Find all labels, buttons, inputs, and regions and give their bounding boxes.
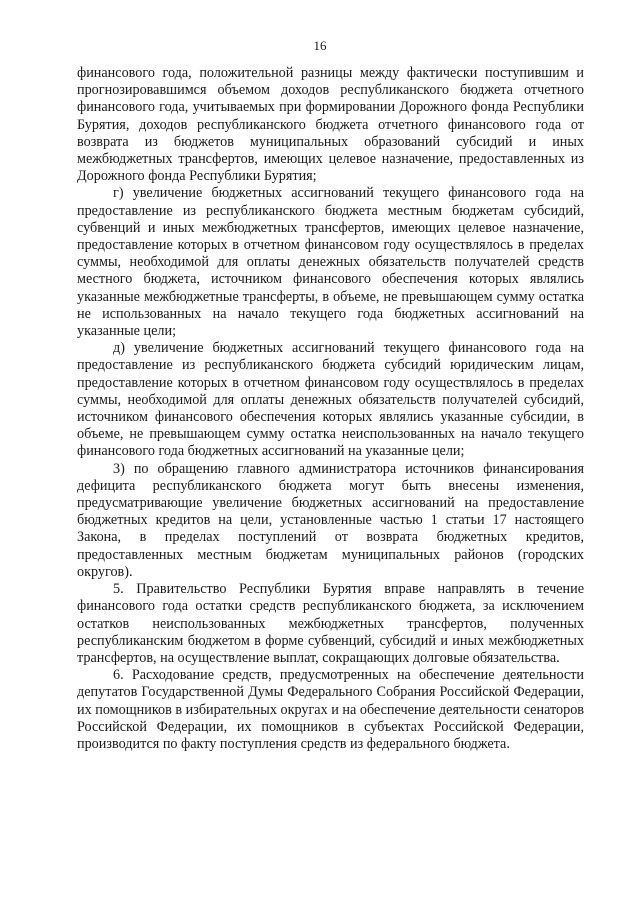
paragraph-item-d: д) увеличение бюджетных ассигнований текущего финансового года на предоставление из республиканского бюджета субсидий юридическим лицам, предоставление которых в отчетном финансовом году осуществлялось в пределах суммы, необходимой для оплаты денежных обязательств получателей субсидий, источником финансового обеспечения которых являлись указанные субсидии, в объеме, не превышающем сумму остатка неиспользованных на начало текущего финансового года бюджетных ассигнований на указанные цели; xyxy=(77,340,584,460)
paragraph-continuation: финансового года, положительной разницы между фактически поступившим и прогнозировавшимся объемом доходов республиканского бюджета отчетного финансового года, учитываемых при формировании Дорожного фонда Республики Бурятия, доходов республиканского бюджета отчетного финансового года от возврата из бюджетов муниципальных образований субсидий и иных межбюджетных трансфертов, имеющих целевое назначение, предоставленных из Дорожного фонда Республики Бурятия; xyxy=(77,65,584,185)
paragraph-section-5: 5. Правительство Республики Бурятия вправе направлять в течение финансового года остатки средств республиканского бюджета, за исключением остатков неиспользованных межбюджетных трансфертов, полученных республиканским бюджетом в форме субвенций, субсидий и иных межбюджетных трансфертов, на осуществление выплат, сокращающих долговые обязательства. xyxy=(77,581,584,666)
paragraph-section-6: 6. Расходование средств, предусмотренных на обеспечение деятельности депутатов Государственной Думы Федерального Собрания Российской Федерации, их помощников в избирательных округах и на обеспечение деятельности сенаторов Российской Федерации, их помощников в субъектах Российской Федерации, производится по факту поступления средств из федерального бюджета. xyxy=(77,667,584,752)
document-body xyxy=(77,65,584,753)
paragraph-item-g: г) увеличение бюджетных ассигнований текущего финансового года на предоставление из республиканского бюджета местным бюджетам субсидий, субвенций и иных межбюджетных трансфертов, имеющих целевое назначение, предоставление которых в отчетном финансовом году осуществлялось в пределах суммы, необходимой для оплаты денежных обязательств получателей средств местного бюджета, источником финансового обеспечения которых являлись указанные межбюджетные трансферты, в объеме, не превышающем сумму остатка не использованных на начало текущего года бюджетных ассигнований на указанные цели; xyxy=(77,185,584,340)
paragraph-item-3: 3) по обращению главного администратора источников финансирования дефицита республиканского бюджета могут быть внесены изменения, предусматривающие увеличение бюджетных ассигнований на предоставление бюджетных кредитов на цели, установленные частью 1 статьи 17 настоящего Закона, в пределах поступлений от возврата бюджетных кредитов, предоставленных местным бюджетам муниципальных районов (городских округов). xyxy=(77,460,584,580)
page-number: 16 xyxy=(313,38,327,53)
